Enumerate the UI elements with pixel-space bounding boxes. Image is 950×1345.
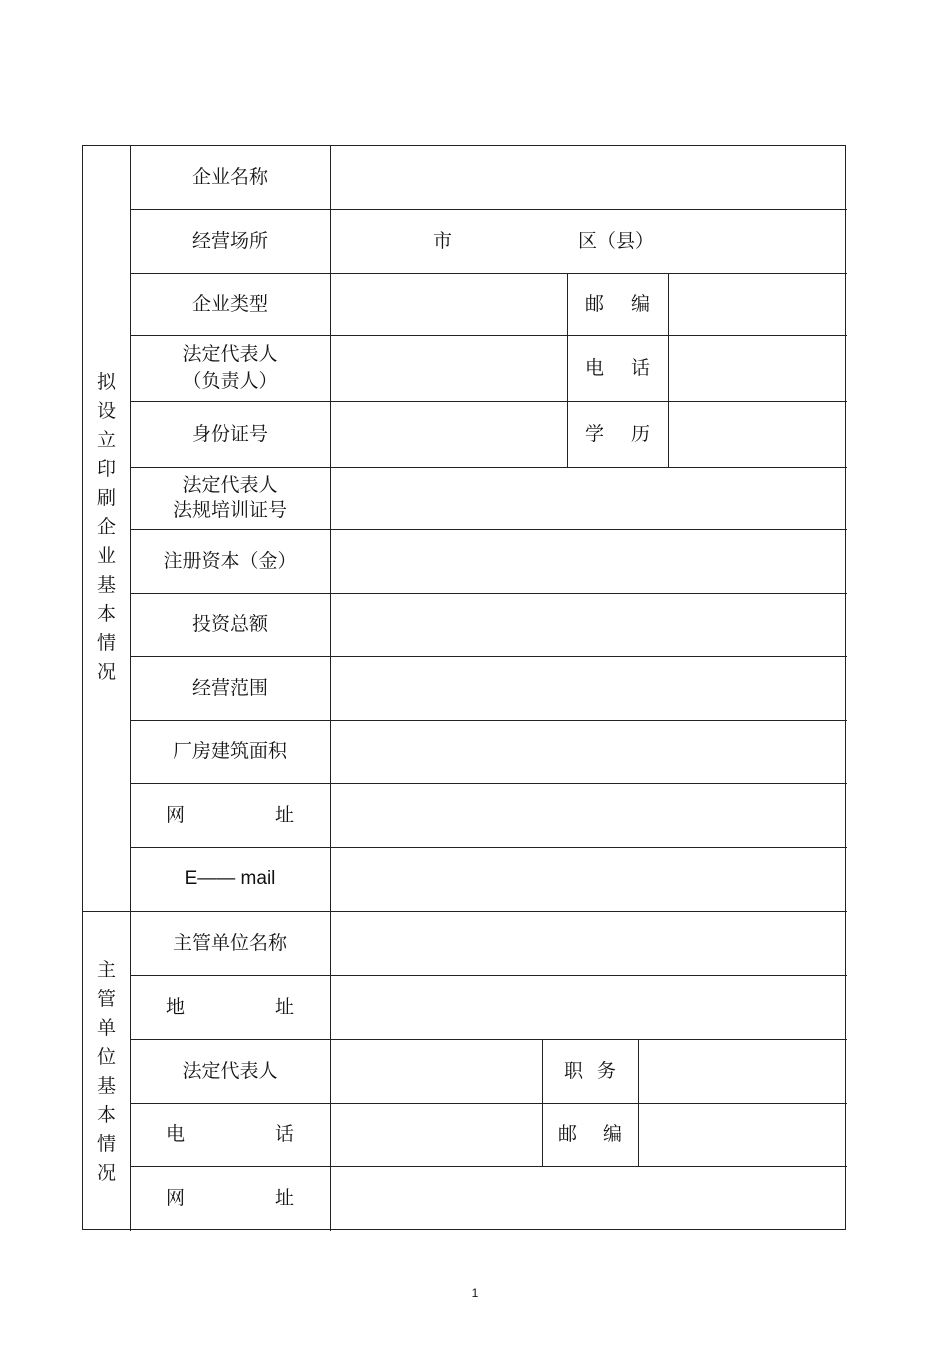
label-unit-postcode xyxy=(542,1103,638,1166)
field-unit-website[interactable] xyxy=(330,1166,847,1231)
label-education-char2: 历 xyxy=(630,422,650,445)
field-business-place[interactable] xyxy=(330,209,847,273)
label-unit-legal-rep: 法定代表人 xyxy=(182,1059,278,1082)
field-unit-address[interactable] xyxy=(330,975,847,1039)
page-number: 1 xyxy=(471,1286,479,1300)
label-unit-postcode-char2: 编 xyxy=(602,1123,622,1146)
field-total-investment[interactable] xyxy=(330,593,847,656)
label-unit-phone xyxy=(130,1103,330,1166)
section1-title-char: 刷 xyxy=(96,487,116,509)
section1-title-char: 况 xyxy=(96,661,116,683)
section1-title xyxy=(83,368,130,687)
label-postcode-char1: 邮 xyxy=(585,292,605,315)
label-total-investment: 投资总额 xyxy=(191,613,268,636)
field-postcode[interactable] xyxy=(668,273,847,335)
label-postcode-char2: 编 xyxy=(630,292,650,315)
label-unit-address-char2: 址 xyxy=(274,995,294,1018)
label-education xyxy=(567,401,668,467)
field-company-name[interactable] xyxy=(330,146,847,209)
field-training-cert[interactable] xyxy=(330,467,847,529)
field-website[interactable] xyxy=(330,783,847,847)
label-phone-char1: 电 xyxy=(585,356,605,379)
field-company-type[interactable] xyxy=(330,273,567,335)
label-unit-address xyxy=(130,975,330,1039)
section2-title-char: 位 xyxy=(96,1046,116,1068)
label-postcode xyxy=(567,273,668,335)
label-website-char2: 址 xyxy=(274,803,294,826)
label-unit-position-char1: 职 xyxy=(564,1059,584,1082)
section1-title-char: 企 xyxy=(96,516,116,538)
section2-title-char: 主 xyxy=(96,959,116,981)
label-unit-address-char1: 地 xyxy=(166,995,186,1018)
field-unit-name[interactable] xyxy=(330,911,847,975)
field-phone[interactable] xyxy=(668,335,847,401)
section1-title-char: 立 xyxy=(96,429,116,451)
label-website xyxy=(130,783,330,847)
label-legal-rep-line2: （负责人） xyxy=(182,370,278,392)
label-training-cert-line1: 法定代表人 xyxy=(182,474,278,497)
label-id-number: 身份证号 xyxy=(191,422,268,445)
label-unit-postcode-char1: 邮 xyxy=(558,1123,578,1146)
label-unit-phone-char1: 电 xyxy=(166,1123,186,1146)
label-website-char1: 网 xyxy=(166,803,186,826)
section1-title-char: 拟 xyxy=(96,371,116,393)
label-business-place: 经营场所 xyxy=(191,229,268,252)
label-unit-website-char1: 网 xyxy=(166,1187,186,1210)
section1-title-char: 本 xyxy=(96,603,116,625)
field-legal-rep[interactable] xyxy=(330,335,567,401)
field-education[interactable] xyxy=(668,401,847,467)
application-form xyxy=(82,145,846,1230)
field-email[interactable] xyxy=(330,847,847,911)
field-id-number[interactable] xyxy=(330,401,567,467)
label-education-char1: 学 xyxy=(585,422,605,445)
city-label: 市 xyxy=(433,229,453,252)
section2-title xyxy=(83,956,130,1188)
section2-title-char: 情 xyxy=(96,1133,116,1155)
label-phone-char2: 话 xyxy=(630,356,650,379)
label-unit-position-char2: 务 xyxy=(596,1059,616,1082)
label-business-scope: 经营范围 xyxy=(191,676,268,699)
section2-title-char: 本 xyxy=(96,1104,116,1126)
field-unit-legal-rep[interactable] xyxy=(330,1039,542,1103)
label-registered-capital: 注册资本（金） xyxy=(163,549,297,572)
label-unit-phone-char2: 话 xyxy=(274,1123,294,1146)
section1-title-char: 基 xyxy=(96,574,116,596)
field-unit-phone[interactable] xyxy=(330,1103,542,1166)
label-unit-website-char2: 址 xyxy=(274,1187,294,1210)
label-unit-website xyxy=(130,1166,330,1231)
label-unit-position xyxy=(542,1039,638,1103)
section2-title-char: 单 xyxy=(96,1017,116,1039)
label-legal-rep xyxy=(130,335,330,401)
label-email: E—— mail xyxy=(184,867,276,889)
section2-title-char: 基 xyxy=(96,1075,116,1097)
label-training-cert xyxy=(130,467,330,529)
label-company-type: 企业类型 xyxy=(191,292,268,315)
label-unit-name: 主管单位名称 xyxy=(172,931,287,954)
section1-title-char: 情 xyxy=(96,632,116,654)
label-legal-rep-line1: 法定代表人 xyxy=(182,343,278,366)
district-label: 区（县） xyxy=(578,229,655,252)
field-unit-postcode[interactable] xyxy=(638,1103,847,1166)
section1-title-char: 业 xyxy=(96,545,116,567)
section2-title-char: 况 xyxy=(96,1162,116,1184)
field-unit-position[interactable] xyxy=(638,1039,847,1103)
label-training-cert-line2: 法规培训证号 xyxy=(172,499,287,521)
field-registered-capital[interactable] xyxy=(330,529,847,593)
label-phone xyxy=(567,335,668,401)
field-business-scope[interactable] xyxy=(330,656,847,720)
section1-title-char: 设 xyxy=(96,400,116,422)
section1-title-char: 印 xyxy=(96,458,116,480)
field-factory-area[interactable] xyxy=(330,720,847,783)
label-company-name: 企业名称 xyxy=(191,166,268,189)
label-factory-area: 厂房建筑面积 xyxy=(172,740,287,763)
section2-title-char: 管 xyxy=(96,988,116,1010)
